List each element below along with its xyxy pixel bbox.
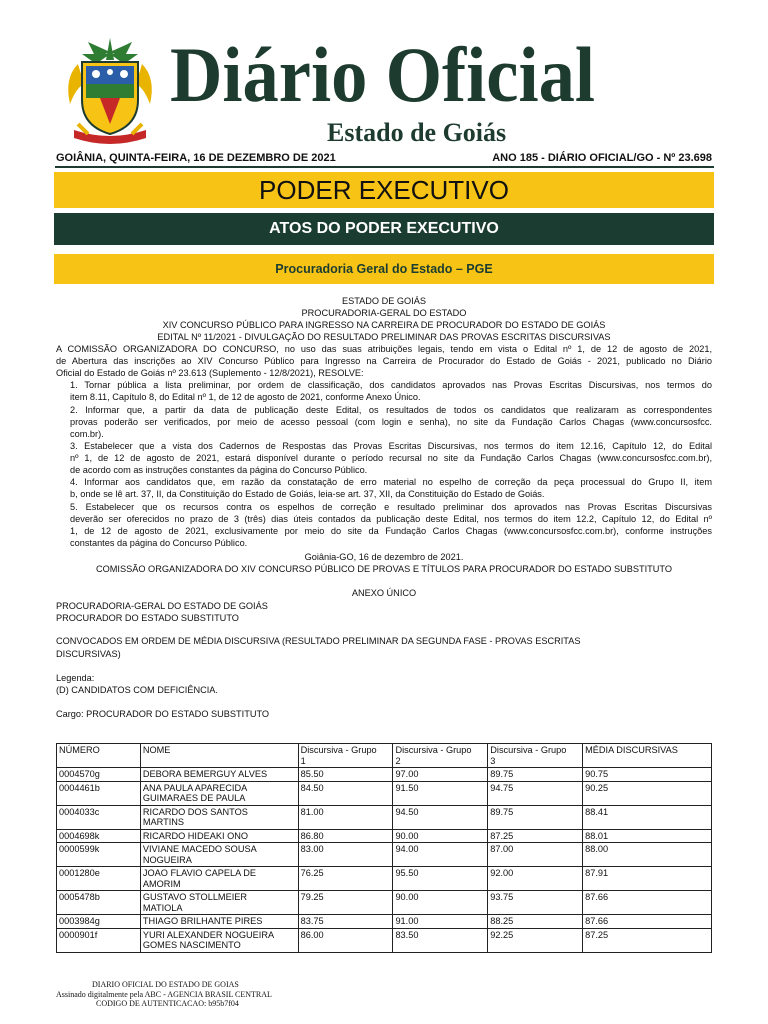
table-row: [57, 891, 712, 915]
cell-media: [583, 867, 712, 891]
cell-grupo1-text: 86.80: [300, 830, 324, 841]
section-title-poder-executivo: PODER EXECUTIVO: [259, 175, 509, 205]
cell-grupo1-text: 79.25: [300, 892, 324, 902]
cell-numero: [57, 768, 141, 782]
body-line: b, onde se lê art. 37, II, da Constituição do Estado de Goiás, leia-se art. 37, XII, da Constituição do Estado de Goiás.: [70, 489, 545, 499]
cell-grupo1-text: 83.75: [300, 916, 324, 926]
cell-media: [583, 891, 712, 915]
cell-grupo3-text: 92.25: [490, 929, 514, 940]
body-line: Oficial do Estado de Goiás nº 23.613 (Suplemento - 12/8/2021), RESOLVE:: [56, 368, 364, 378]
cell-media: [583, 915, 712, 929]
table-header-cell: [393, 744, 488, 768]
body-line: 1. Tornar pública a lista preliminar, por ordem de classificação, dos candidatos aprovados nas Provas Escritas Discursivas, nos termos do: [70, 380, 712, 390]
cell-numero-text: 0004698k: [59, 830, 100, 841]
cell-grupo3-text: 88.25: [490, 916, 514, 926]
cell-grupo3: [488, 805, 583, 829]
cell-media: [583, 805, 712, 829]
cell-grupo1: [298, 843, 393, 867]
annex-org: PROCURADORIA-GERAL DO ESTADO DE GOIÁS: [56, 601, 268, 611]
body-line: nº 1, de 12 de agosto de 2021, estará disponível durante o período recursal no site da Fundação Carlos Chagas (www.concursosfcc.com.br),: [70, 453, 712, 463]
signature-place-date: Goiânia-GO, 16 de dezembro de 2021.: [304, 552, 464, 562]
cell-numero-text: 0001280e: [59, 868, 100, 878]
table-header-cell: [583, 744, 712, 768]
cell-media-text: 90.75: [585, 769, 609, 779]
cell-nome: [140, 768, 298, 782]
cell-numero-text: 0000599k: [59, 844, 100, 854]
cell-nome: [140, 829, 298, 843]
table-row: [57, 768, 712, 782]
cell-grupo3: [488, 843, 583, 867]
table-row: [57, 928, 712, 952]
cell-numero: [57, 928, 141, 952]
body-line: 4. Informar aos candidatos que, em razão da constatação de erro material no espelho de correção da peça processual do Grupo II, item: [70, 477, 712, 487]
cell-grupo2-text: 97.00: [395, 769, 419, 779]
masthead-rule: [55, 166, 714, 168]
cell-grupo3: [488, 891, 583, 915]
body-line: 1, de 12 de agosto de 2021, exclusivamente por meio do site da Fundação Carlos Chagas (www.concursosfcc.com.br), conforme instruções: [70, 526, 712, 536]
annex-convocation: CONVOCADOS EM ORDEM DE MÉDIA DISCURSIVA (RESULTADO PRELIMINAR DA SEGUNDA FASE - PROVAS ESCRITAS: [56, 636, 581, 646]
dateline-left: GOIÂNIA, QUINTA-FEIRA, 16 DE DEZEMBRO DE 2021: [56, 152, 336, 164]
cell-grupo1-text: 81.00: [300, 806, 324, 817]
cell-numero-text: 0004033c: [59, 806, 100, 817]
masthead-subtitle: Estado de Goiás: [327, 118, 507, 147]
cell-numero: [57, 915, 141, 929]
cell-media: [583, 781, 712, 805]
table-row: [57, 915, 712, 929]
cell-media-text: 87.91: [585, 868, 609, 878]
cell-media-text: 87.66: [585, 892, 609, 902]
cell-grupo1-text: 76.25: [300, 868, 324, 878]
cell-nome-text: ANA PAULA APARECIDA: [142, 782, 248, 793]
body-line: constantes da página do Concurso Público.: [70, 538, 248, 548]
cell-grupo3: [488, 867, 583, 891]
cell-nome-text: RICARDO DOS SANTOS: [142, 806, 248, 817]
cell-grupo3-text: 93.75: [490, 892, 514, 902]
cell-grupo2: [393, 768, 488, 782]
cell-numero-text: 0000901f: [59, 929, 98, 940]
cell-nome: [140, 805, 298, 829]
table-header-cell: [57, 744, 141, 768]
header-line: ESTADO DE GOIÁS: [341, 296, 427, 306]
cell-grupo2-text: 95.50: [395, 868, 419, 878]
cell-numero-text: 0005478b: [59, 892, 100, 902]
cell-nome-text: YURI ALEXANDER NOGUEIRA: [142, 929, 275, 940]
body-line: com.br).: [70, 429, 104, 439]
cell-grupo2: [393, 805, 488, 829]
cell-nome-text: GUIMARAES DE PAULA: [142, 793, 246, 803]
section-band-pge: [54, 254, 714, 284]
section-band-poder-executivo: [54, 172, 714, 208]
cell-numero-text: 0004570g: [59, 769, 100, 779]
cell-grupo2-text: 91.50: [395, 782, 419, 793]
signature-commission: COMISSÃO ORGANIZADORA DO XIV CONCURSO PÚBLICO DE PROVAS E TÍTULOS PARA PROCURADOR DO ESTADO SUBSTITUTO: [95, 564, 672, 574]
header-line: PROCURADORIA-GERAL DO ESTADO: [301, 308, 467, 318]
cell-grupo3-text: 87.25: [490, 830, 514, 841]
cell-grupo1: [298, 915, 393, 929]
cell-numero: [57, 867, 141, 891]
cell-grupo3: [488, 928, 583, 952]
footer-publication: DIARIO OFICIAL DO ESTADO DE GOIAS: [92, 980, 239, 989]
cell-grupo3-text: 87.00: [490, 844, 514, 854]
cell-nome-text: DEBORA BEMERGUY ALVES: [142, 769, 268, 779]
table-row: [57, 843, 712, 867]
header-text: 3: [490, 755, 496, 766]
table-row: [57, 867, 712, 891]
header-text: 2: [395, 755, 401, 766]
cell-nome: [140, 843, 298, 867]
cell-grupo1: [298, 928, 393, 952]
cell-grupo2: [393, 829, 488, 843]
cell-grupo3: [488, 781, 583, 805]
table-row: [57, 781, 712, 805]
table-row: [57, 829, 712, 843]
cell-numero: [57, 805, 141, 829]
header-text: MÉDIA DISCURSIVAS: [585, 745, 678, 755]
cell-media-text: 88.00: [585, 844, 609, 854]
footer: [56, 980, 272, 1009]
cell-nome-text: MARTINS: [142, 817, 185, 827]
body-line: provas poderão ser verificados, por meio de acesso pessoal (com login e senha), no site da Fundação Carlos Chagas (www.concursosfcc.: [70, 417, 712, 427]
cell-media-text: 88.01: [585, 830, 609, 841]
cell-nome-text: JOAO FLAVIO CAPELA DE: [142, 868, 257, 878]
body-line: de acordo com as instruções constantes da página do Concurso Público.: [70, 465, 368, 475]
cell-nome: [140, 928, 298, 952]
cell-grupo2-text: 90.00: [395, 892, 419, 902]
cell-grupo2: [393, 928, 488, 952]
section-band-atos: [54, 213, 714, 245]
cell-grupo3: [488, 829, 583, 843]
cell-nome-text: GUSTAVO STOLLMEIER: [142, 892, 248, 902]
cell-grupo1-text: 86.00: [300, 929, 324, 940]
cell-nome: [140, 867, 298, 891]
cell-media: [583, 843, 712, 867]
cell-numero: [57, 891, 141, 915]
cell-grupo3-text: 94.75: [490, 782, 514, 793]
header-line: EDITAL Nº 11/2021 - DIVULGAÇÃO DO RESULTADO PRELIMINAR DAS PROVAS ESCRITAS DISCURSIVAS: [157, 332, 611, 342]
cell-media-text: 87.25: [585, 929, 609, 940]
table-row: [57, 805, 712, 829]
cell-media: [583, 829, 712, 843]
header-line: XIV CONCURSO PÚBLICO PARA INGRESSO NA CARREIRA DE PROCURADOR DO ESTADO DE GOIÁS: [162, 320, 606, 330]
cell-nome-text: RICARDO HIDEAKI ONO: [142, 830, 249, 841]
cell-grupo1: [298, 829, 393, 843]
cell-grupo3-text: 92.00: [490, 868, 514, 878]
cell-grupo2-text: 90.00: [395, 830, 419, 841]
cell-media-text: 90.25: [585, 782, 609, 793]
cell-grupo3: [488, 768, 583, 782]
header-text: Discursiva - Grupo: [490, 745, 567, 755]
cell-grupo2: [393, 891, 488, 915]
cell-grupo3: [488, 915, 583, 929]
table-header-cell: [140, 744, 298, 768]
cell-grupo3-text: 89.75: [490, 769, 514, 779]
cell-grupo3-text: 89.75: [490, 806, 514, 817]
table-header-cell: [488, 744, 583, 768]
cell-numero: [57, 781, 141, 805]
body-line: item 8.11, Capítulo 8, do Edital nº 1, de 12 de agosto de 2021, conforme Anexo Único.: [70, 392, 421, 402]
body-line: de Abertura das inscrições ao XIV Concurso Público para Ingresso na Carreira de Procurador do Estado de Goiás - 2021, publicado no Diário: [56, 356, 712, 366]
cell-media-text: 87.66: [585, 916, 609, 926]
cell-grupo1: [298, 891, 393, 915]
cell-grupo1-text: 84.50: [300, 782, 324, 793]
dateline-right: ANO 185 - DIÁRIO OFICIAL/GO - Nº 23.698: [492, 152, 712, 164]
annex-convocation-cont: DISCURSIVAS): [56, 649, 121, 659]
cell-grupo2: [393, 781, 488, 805]
cell-grupo1-text: 83.00: [300, 844, 324, 854]
masthead-title: Diário Oficial: [170, 31, 596, 118]
cell-grupo2-text: 94.50: [395, 806, 419, 817]
cell-nome-text: THIAGO BRILHANTE PIRES: [142, 916, 263, 926]
cell-numero-text: 0004461b: [59, 782, 100, 793]
goias-coat-of-arms-icon: [60, 34, 160, 150]
cell-grupo2-text: 83.50: [395, 929, 419, 940]
cell-nome-text: NOGUEIRA: [142, 854, 192, 865]
section-title-pge: Procuradoria Geral do Estado – PGE: [275, 262, 493, 276]
cell-nome-text: AMORIM: [142, 878, 181, 889]
cell-grupo1: [298, 805, 393, 829]
legend-label: Legenda:: [56, 673, 95, 683]
cell-media: [583, 768, 712, 782]
cell-nome-text: GOMES NASCIMENTO: [142, 940, 241, 950]
footer-signature: Assinado digitalmente pela ABC - AGENCIA BRASIL CENTRAL: [56, 989, 272, 999]
body-line: deverão ser oferecidos no prazo de 3 (três) dias úteis contados da publicação deste Edital, nos termos do item 12.2, Capítulo 12, do Edital nº: [70, 514, 712, 524]
legend-item: (D) CANDIDATOS COM DEFICIÊNCIA.: [56, 685, 218, 695]
body-line: 3. Estabelecer que a vista dos Cadernos de Respostas das Provas Escritas Discursivas, nos termos do item 12.16, Capítulo 12, do Edital: [70, 441, 712, 451]
cell-numero-text: 0003984g: [59, 916, 100, 926]
cargo-label: Cargo: PROCURADOR DO ESTADO SUBSTITUTO: [56, 709, 270, 719]
cell-grupo1: [298, 867, 393, 891]
table-header-row: [57, 744, 712, 768]
cell-numero: [57, 829, 141, 843]
cell-grupo2: [393, 867, 488, 891]
cell-media-text: 88.41: [585, 806, 609, 817]
cell-grupo2: [393, 915, 488, 929]
header-text: Discursiva - Grupo: [395, 745, 472, 755]
header-text: 1: [300, 755, 306, 766]
cell-nome: [140, 891, 298, 915]
header-text: Discursiva - Grupo: [300, 745, 377, 755]
cell-grupo2-text: 94.00: [395, 844, 419, 854]
cell-grupo2-text: 91.00: [395, 916, 419, 926]
header-text: NÚMERO: [59, 745, 100, 755]
cell-nome-text: MATIOLA: [142, 902, 183, 913]
cell-grupo1-text: 85.50: [300, 769, 324, 779]
body-line: 5. Estabelecer que os recursos contra os espelhos de correção e resultado preliminar dos aprovados nas Provas Escritas Discursivas: [70, 502, 712, 512]
cell-media: [583, 928, 712, 952]
annex-title: ANEXO ÚNICO: [351, 588, 417, 598]
cell-grupo1: [298, 768, 393, 782]
results-table: [56, 743, 712, 953]
body-line: A COMISSÃO ORGANIZADORA DO CONCURSO, no uso das suas atribuições legais, tendo em vista o Edital nº 1, de 12 de agosto de 2021,: [56, 344, 712, 354]
footer-auth-code: CODIGO DE AUTENTICACAO: b95b7f04: [96, 999, 239, 1008]
section-title-atos: ATOS DO PODER EXECUTIVO: [269, 220, 499, 237]
header-text: NOME: [142, 745, 171, 755]
cell-grupo2: [393, 843, 488, 867]
cell-nome-text: VIVIANE MACEDO SOUSA: [142, 844, 257, 854]
cell-grupo1: [298, 781, 393, 805]
cell-numero: [57, 843, 141, 867]
annex-role: PROCURADOR DO ESTADO SUBSTITUTO: [56, 613, 239, 623]
cell-nome: [140, 781, 298, 805]
table-header-cell: [298, 744, 393, 768]
body-line: 2. Informar que, a partir da data de publicação deste Edital, os resultados de todos os candidatos que realizaram as correspondentes: [70, 405, 712, 415]
cell-nome: [140, 915, 298, 929]
